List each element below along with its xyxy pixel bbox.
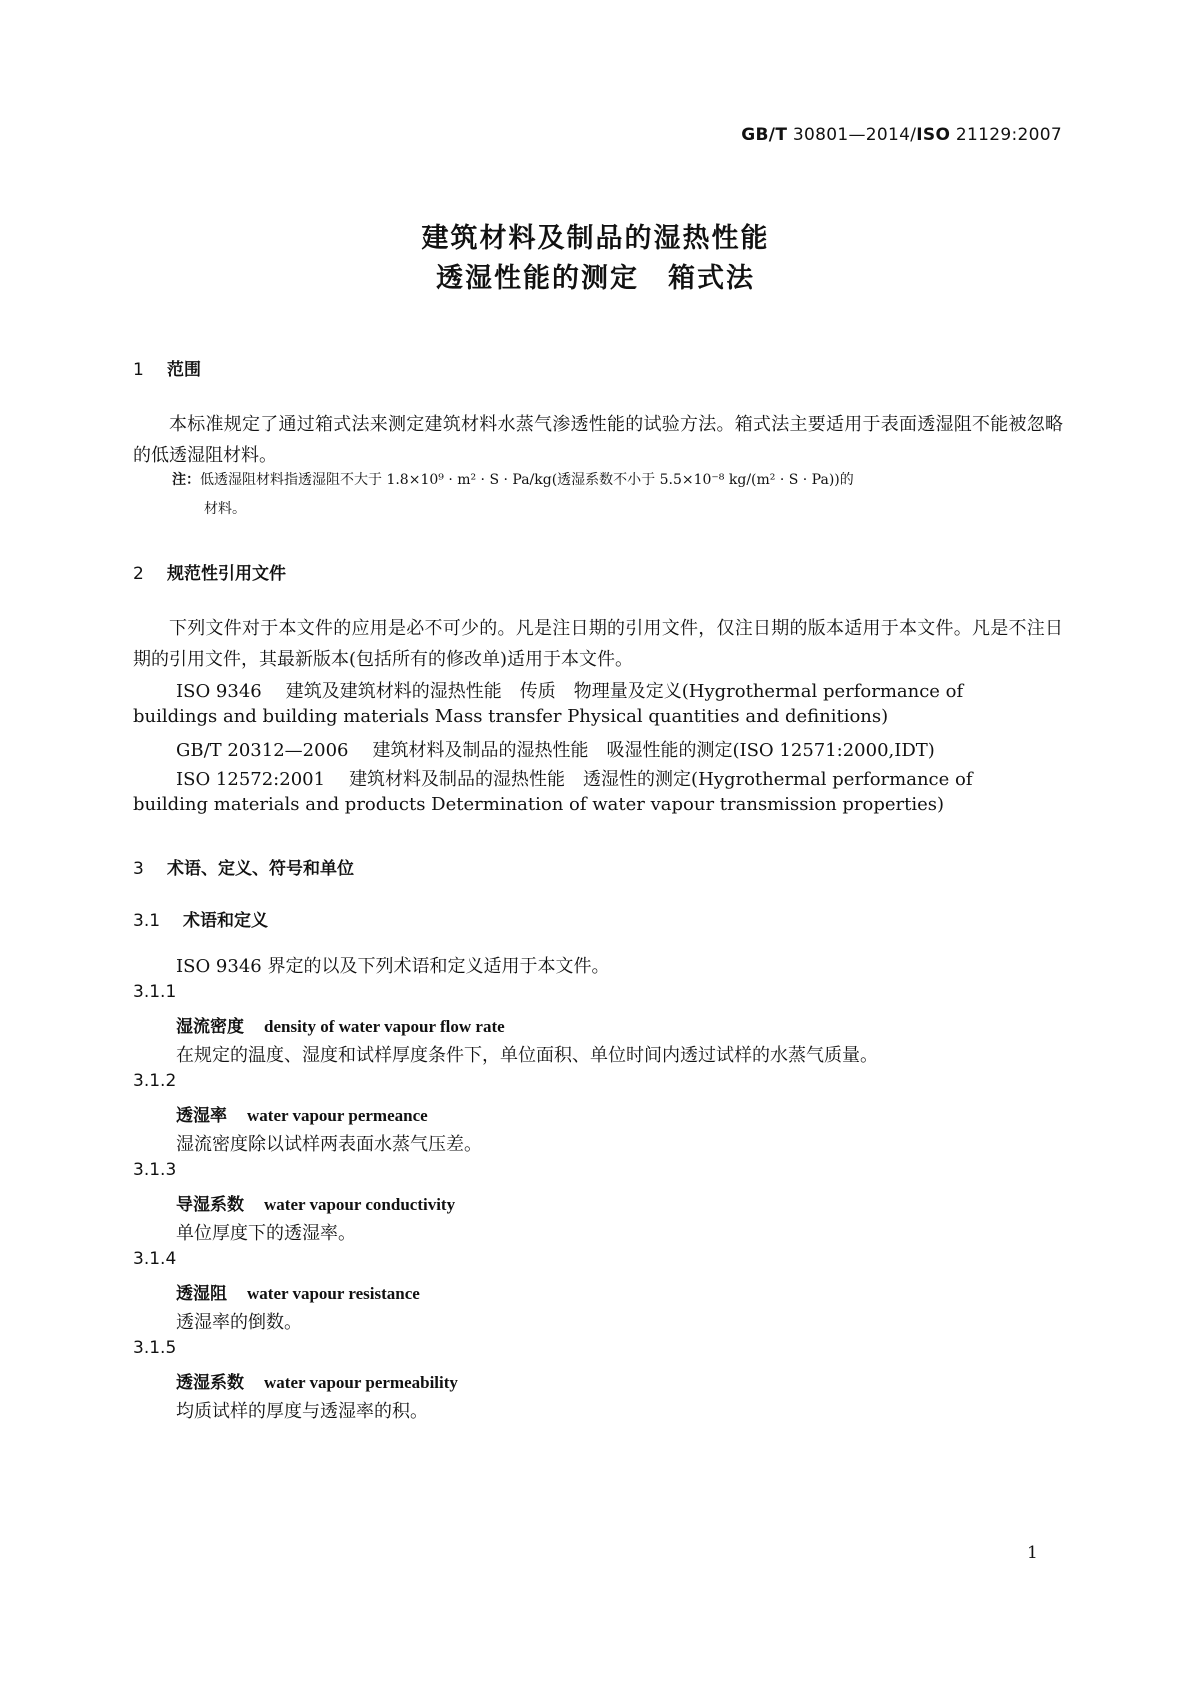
subsection-3-1-number: 3.1 [133,911,161,931]
reference-1 [176,677,1063,703]
term-name-zh: 透湿阻 [176,1284,227,1304]
term-definition: 在规定的温度、湿度和试样厚度条件下，单位面积、单位时间内透过试样的水蒸气质量。 [176,1045,878,1066]
section-1-note [172,466,1063,524]
subsection-3-1-title: 术语和定义 [183,911,268,931]
section-2-number: 2 [133,564,144,584]
reference-3-continued: building materials and products Determination of water vapour transmission properties) [133,794,945,815]
term-definition: 单位厚度下的透湿率。 [176,1223,356,1244]
term-name-en: water vapour permeance [247,1106,428,1125]
reference-3-code: ISO 12572:2001 [176,769,326,790]
term-name [176,1012,505,1037]
term-name-en: water vapour permeability [264,1373,458,1392]
subsection-3-1-heading [133,906,268,931]
reference-1-continued: buildings and building materials Mass transfer Physical quantities and definitions) [133,706,889,727]
section-3-number: 3 [133,859,144,879]
term-name-zh: 导湿系数 [176,1195,244,1215]
reference-2 [176,736,1063,762]
document-title-line-2: 透湿性能的测定 箱式法 [436,263,755,294]
section-1-title: 范围 [167,360,201,380]
std-id-part-d: 21129:2007 [950,125,1062,145]
reference-1-title: 建筑及建筑材料的湿热性能 传质 物理量及定义(Hygrothermal performance of [285,681,964,702]
term-name [176,1279,420,1304]
std-id-part-a: GB/T [741,125,788,145]
terms-intro: ISO 9346 界定的以及下列术语和定义适用于本文件。 [176,956,610,977]
term-name-zh: 透湿率 [176,1106,227,1126]
section-3-title: 术语、定义、符号和单位 [167,859,354,879]
term-name [176,1190,455,1215]
term-definition: 透湿率的倒数。 [176,1312,302,1333]
section-2-heading [133,559,286,584]
term-name-en: water vapour resistance [247,1284,420,1303]
note-text: 低透湿阻材料指透湿阻不大于 1.8×10⁹ · m² · S · Pa/kg(透湿系数不小于 5.5×10⁻⁸ kg/(m² · S · Pa))的 [200,472,854,488]
term-definition: 均质试样的厚度与透湿率的积。 [176,1401,428,1422]
reference-2-code: GB/T 20312—2006 [176,740,349,761]
term-name-en: water vapour conductivity [264,1195,456,1214]
note-text-continued: 材料。 [204,501,246,517]
section-1-number: 1 [133,360,144,380]
section-1-heading [133,355,201,380]
term-number: 3.1.4 [133,1249,177,1269]
document-title-line-1: 建筑材料及制品的湿热性能 [421,223,770,254]
reference-3 [176,765,1063,791]
std-id-part-b: 30801—2014/ [787,125,917,145]
term-name-en: density of water vapour flow rate [264,1017,505,1036]
term-definition: 湿流密度除以试样两表面水蒸气压差。 [176,1134,482,1155]
term-number: 3.1.1 [133,982,177,1002]
term-name [176,1368,458,1393]
section-2-paragraph: 下列文件对于本文件的应用是必不可少的。凡是注日期的引用文件，仅注日期的版本适用于本文件。凡是不注日期的引用文件，其最新版本(包括所有的修改单)适用于本文件。 [133,618,1063,670]
section-3-heading [133,854,354,879]
reference-3-title: 建筑材料及制品的湿热性能 透湿性的测定(Hygrothermal performance of [349,769,973,790]
term-number: 3.1.5 [133,1338,177,1358]
term-name-zh: 湿流密度 [176,1017,244,1037]
reference-2-title: 建筑材料及制品的湿热性能 吸湿性能的测定(ISO 12571:2000,IDT) [372,740,935,761]
std-id-part-c: ISO [916,125,951,145]
section-2-title: 规范性引用文件 [167,564,286,584]
term-name [176,1101,428,1126]
term-number: 3.1.2 [133,1071,177,1091]
standard-identifier [741,125,1062,145]
note-label: 注： [172,472,200,488]
section-1-paragraph: 本标准规定了通过箱式法来测定建筑材料水蒸气渗透性能的试验方法。箱式法主要适用于表面透湿阻不能被忽略的低透湿阻材料。 [133,414,1063,466]
term-name-zh: 透湿系数 [176,1373,244,1393]
page-number: 1 [1027,1543,1038,1563]
reference-1-code: ISO 9346 [176,681,262,702]
term-number: 3.1.3 [133,1160,177,1180]
